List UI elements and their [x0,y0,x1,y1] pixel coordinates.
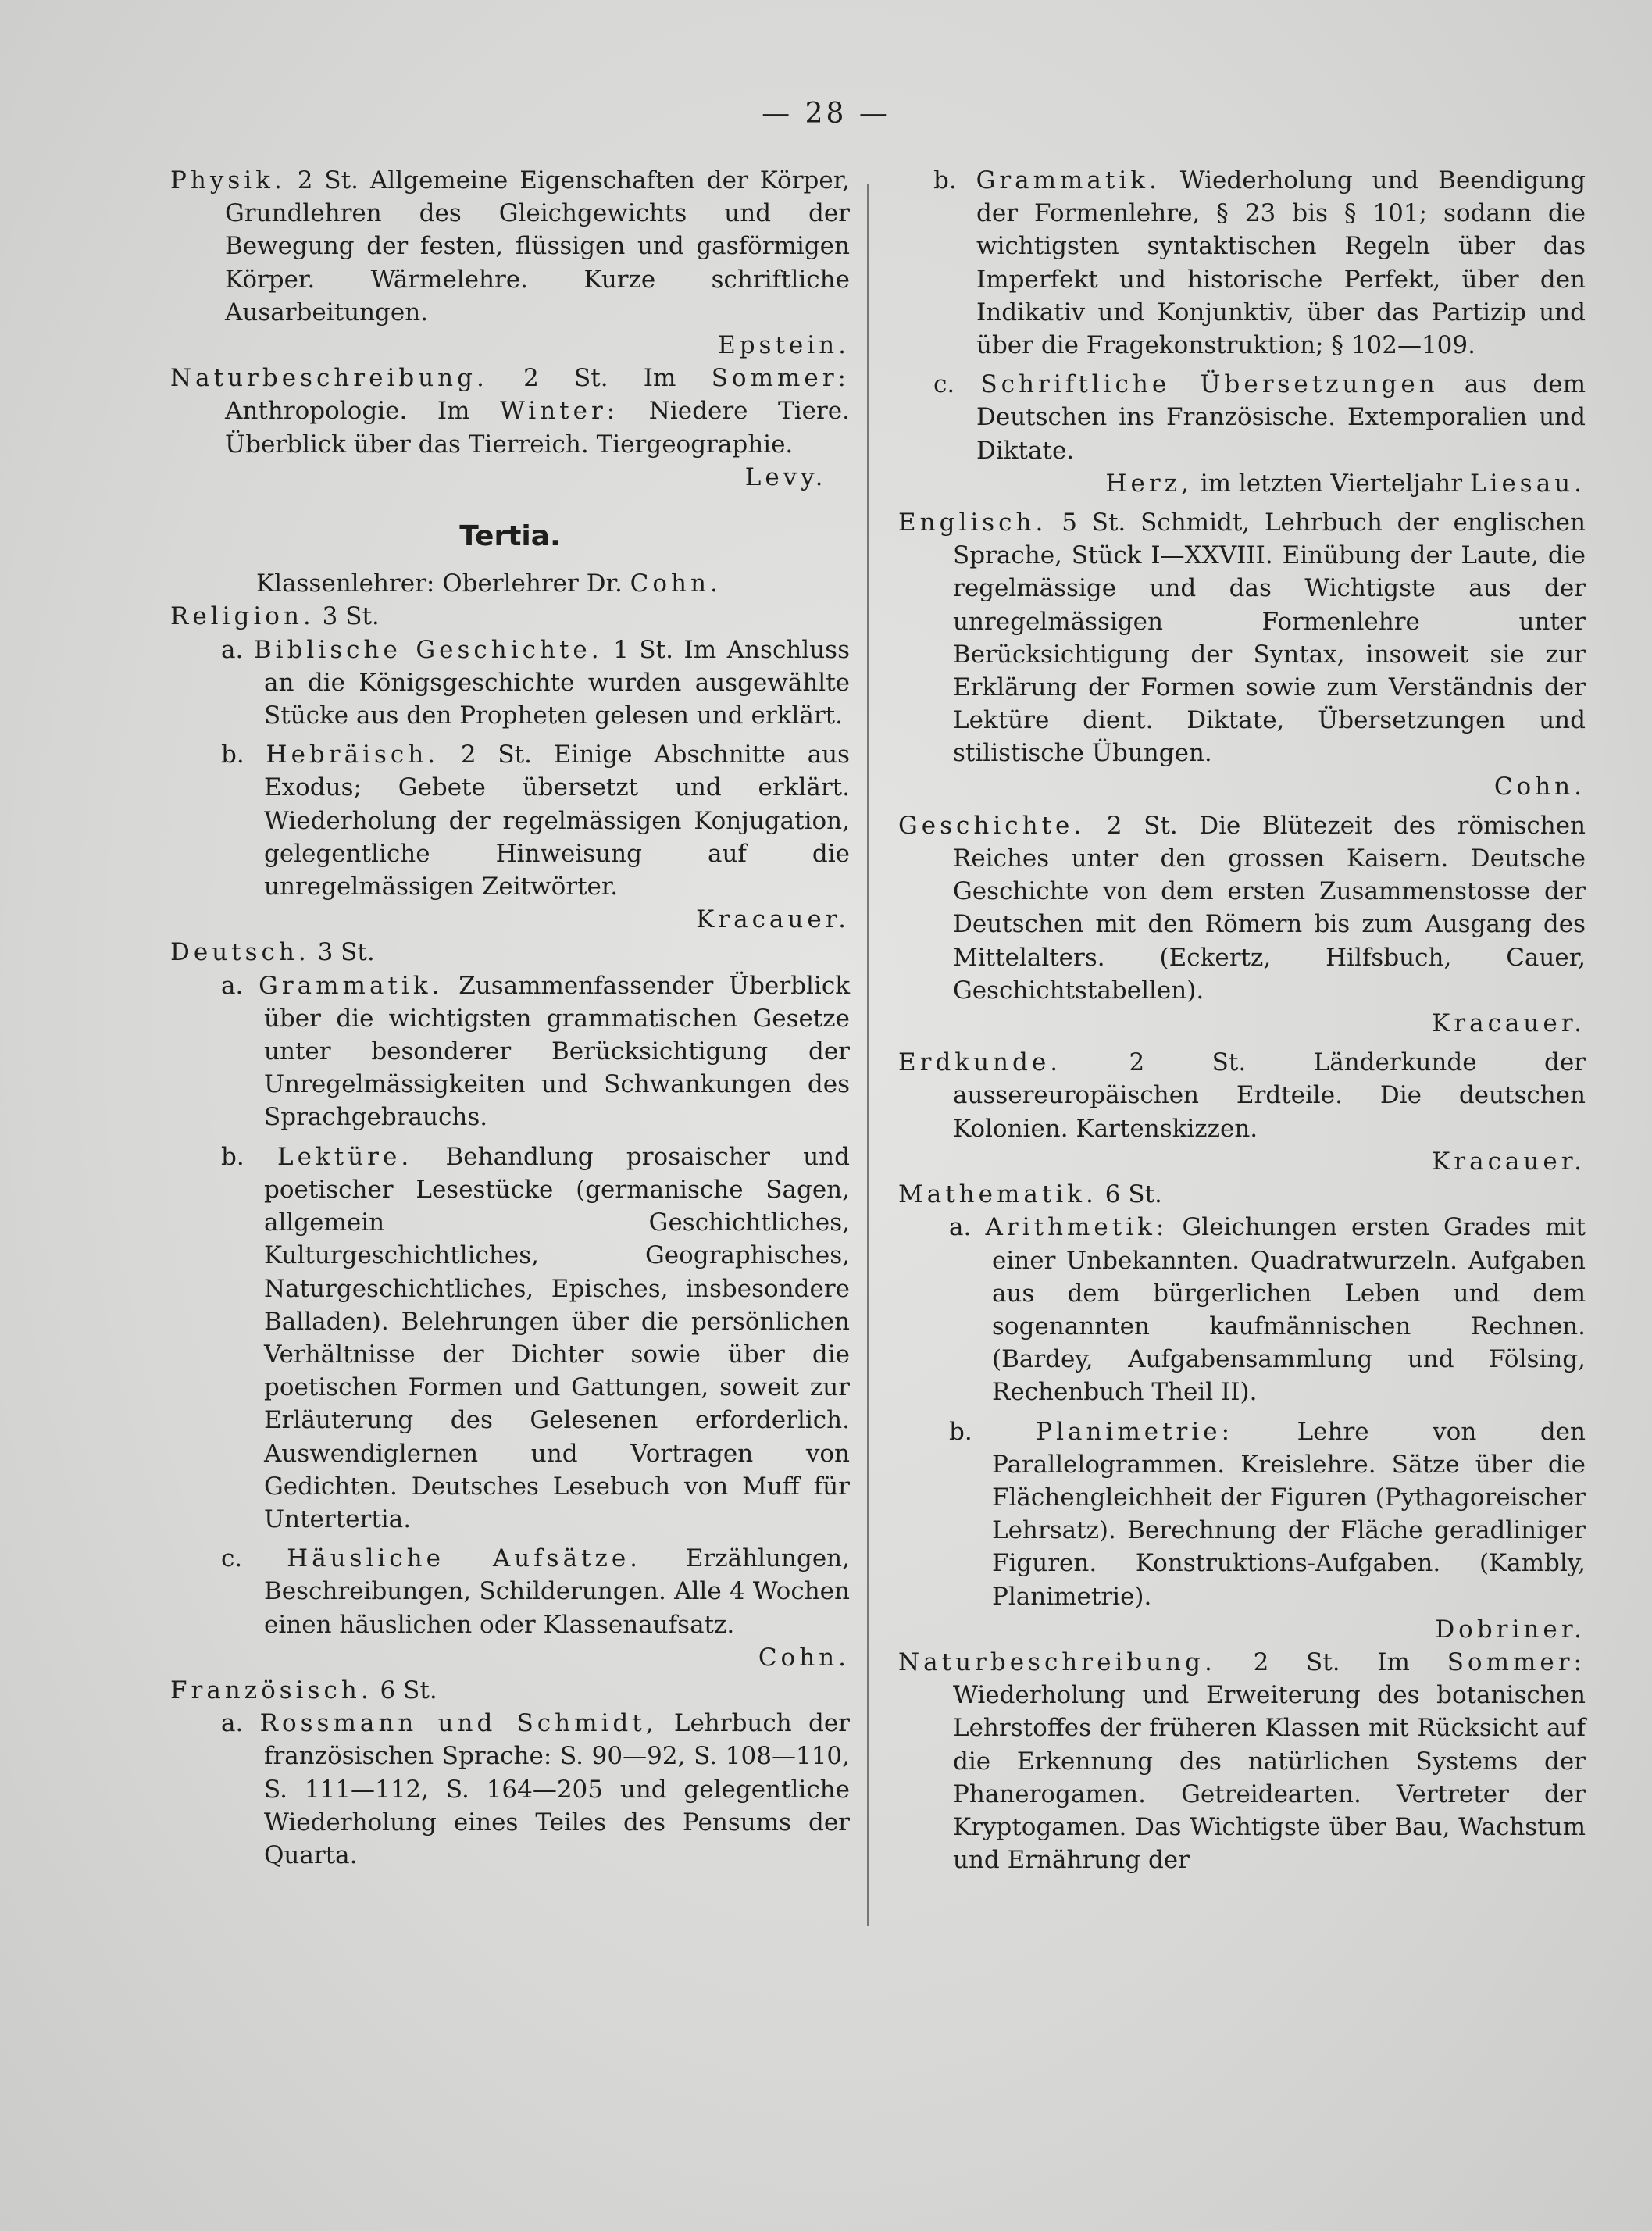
naturbeschreibung-right-paragraph: Naturbeschreibung. 2 St. Im Sommer: Wiederholung und Erweiterung des botanischen Lehrstoffes der früheren Klassen mit Rücksicht auf die Erkennung des natürlichen Systems der Phanerogamen. Getreidearten. Vertreter der Kryptogamen. Das Wichtigste über Bau, Wachstum und Ernährung der [898,1647,1586,1875]
deutsch-a: a. Grammatik. Zusammenfassender Überblick über die wichtigsten grammatischen Gesetze unter besonderer Berücksichtigung der Unregelmässigkeiten und Schwankungen des Sprachgebrauchs. [221,971,850,1132]
deutsch-heading: Deutsch. 3 St. [170,938,375,967]
physik-paragraph [170,164,850,329]
natur-teacher: Levy. [744,462,827,491]
section-heading: Tertia. [459,520,561,553]
physik-label: Physik. [170,166,286,195]
franzoesisch-c: c. Schriftliche Übersetzungen aus dem Deutschen ins Französische. Extemporalien und Diktate. [933,370,1586,465]
erdkunde-teacher: Kracauer. [1432,1147,1586,1176]
englisch-teacher: Cohn. [1493,772,1586,801]
naturbeschreibung-paragraph: Naturbeschreibung. 2 St. Im Sommer: Anthropologie. Im Winter: Niedere Tiere. Überblick über das Tierreich. Tiergeographie. [170,364,850,459]
mathematik-a: a. Arithmetik: Gleichungen ersten Grades mit einer Unbekannten. Quadratwurzeln. Aufgaben aus dem bürgerlichen Leben und dem sogenannten kaufmännischen Rechnen. (Bardey, Aufgabensammlung und Fölsing, Rechenbuch Theil II). [949,1213,1586,1407]
deutsch-teacher: Cohn. [758,1643,850,1672]
franzoesisch-heading: Französisch. 6 St. [170,1676,437,1704]
franzoesisch-a: a. Rossmann und Schmidt, Lehrbuch der französischen Sprache: S. 90—92, S. 108—110, S. 111—112, S. 164—205 und gelegentliche Wiederholung eines Teiles des Pensums der Quarta. [221,1709,851,1869]
page-number: — 28 — [762,98,890,130]
religion-b: b. Hebräisch. 2 St. Einige Abschnitte aus Exodus; Gebete übersetzt und erklärt. Wiederholung der regelmässigen Konjugation, gelegentliche Hinweisung auf die unregelmässigen Zeitwörter. [221,741,851,901]
mathematik-b: b. Planimetrie: Lehre von den Parallelogrammen. Kreislehre. Sätze über die Flächengleichheit der Figuren (Pythagoreischer Lehrsatz). Berechnung der Fläche geradliniger Figuren. Konstruktions-Aufgaben. (Kambly, Planimetrie). [949,1417,1586,1611]
deutsch-c: c. Häusliche Aufsätze. Erzählungen, Beschreibungen, Schilderungen. Alle 4 Wochen einen häuslichen oder Klassenaufsatz. [221,1544,850,1639]
physik-text: 2 St. Allgemeine Eigenschaften der Körper, Grundlehren des Gleichgewichts und der Bewegung der festen, flüssigen und gasförmigen Körper. Wärmelehre. Kurze schriftliche Ausarbeitungen. [225,166,850,327]
mathematik-heading: Mathematik. 6 St. [898,1180,1162,1209]
klassenlehrer: Klassenlehrer: Oberlehrer Dr. Cohn. [256,569,722,598]
deutsch-b: b. Lektüre. Behandlung prosaischer und poetischer Lesestücke (germanische Sagen, allgemein Geschichtliches, Kulturgeschichtliches, Geographisches, Naturgeschichtliches, Episches, insbesondere Balladen). Belehrungen über die persönlichen Verhältnisse der Dichter sowie über die poetischen Formen und Gattungen, soweit zur Erläuterung des Gelesenen erforderlich. Auswendiglernen und Vortragen von Gedichten. Deutsches Lesebuch von Muff für Untertertia. [221,1142,850,1533]
geschichte-teacher: Kracauer. [1432,1009,1586,1038]
erdkunde-paragraph: Erdkunde. 2 St. Länderkunde der aussereuropäischen Erdteile. Die deutschen Kolonien. Kartenskizzen. [898,1048,1586,1143]
franzoesisch-teacher: Herz, im letzten Vierteljahr Liesau. [1105,469,1586,498]
left-column [170,164,850,1872]
englisch-paragraph: Englisch. 5 St. Schmidt, Lehrbuch der englischen Sprache, Stück I—XXVIII. Einübung der Laute, die regelmässige und das Wichtigste aus der unregelmässigen Formenlehre unter Berücksichtigung der Syntax, insoweit sie zur Erklärung der Formen sowie zum Verständnis der Lektüre dient. Diktate, Übersetzungen und stilistische Übungen. [898,509,1586,768]
franzoesisch-b: b. Grammatik. Wiederholung und Beendigung der Formenlehre, § 23 bis § 101; sodann die wichtigsten syntaktischen Regeln über das Imperfekt und historische Perfekt, über den Indikativ und Konjunktiv, über das Partizip und über die Fragekonstruktion; § 102—109. [933,166,1586,360]
geschichte-paragraph: Geschichte. 2 St. Die Blütezeit des römischen Reiches unter den grossen Kaisern. Deutsche Geschichte von dem ersten Zusammenstosse der Deutschen mit den Römern bis zum Ausgang des Mittelalters. (Eckertz, Hilfsbuch, Cauer, Geschichtstabellen). [898,811,1586,1005]
right-column [898,164,1586,1876]
religion-a: a. Biblische Geschichte. 1 St. Im Anschluss an die Königsgeschichte wurden ausgewählte Stücke aus den Propheten gelesen und erklärt. [221,635,850,730]
religion-heading: Religion. 3 St. [170,602,380,631]
physik-teacher: Epstein. [718,331,850,360]
natur-label: Naturbeschreibung. [170,364,488,393]
column-divider [867,184,869,1926]
mathematik-teacher: Dobriner. [1435,1615,1586,1644]
religion-teacher: Kracauer. [696,905,850,934]
